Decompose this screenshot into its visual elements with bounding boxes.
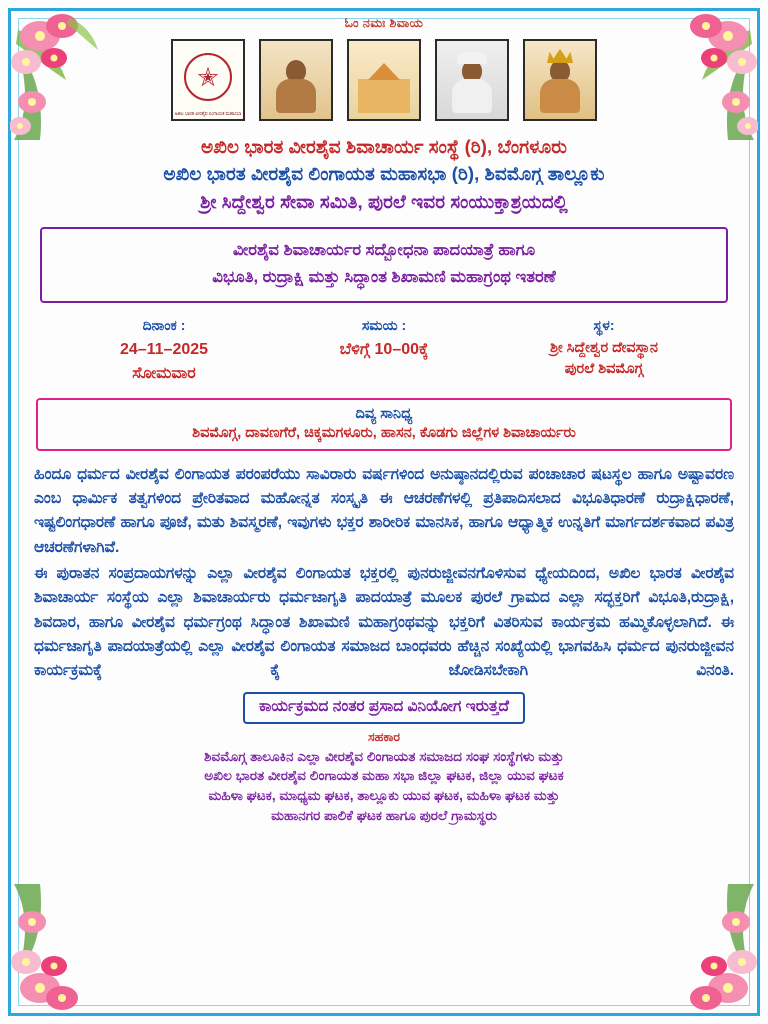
- support-line-2: ಅಖಿಲ ಭಾರತ ವೀರಶೈವ ಲಿಂಗಾಯತ ಮಹಾ ಸಭಾ ಜಿಲ್ಲಾ ಘಟಕ, ಜಿಲ್ಲಾ ಯುವ ಘಟಕ: [204, 768, 564, 784]
- body-text: [34, 463, 734, 684]
- place-column: [494, 317, 714, 382]
- saint-portrait-1: [259, 39, 333, 121]
- support-line-3: ಮಹಿಳಾ ಘಟಕ, ಮಾಧ್ಯಮ ಘಟಕ, ತಾಲ್ಲೂಕು ಯುವ ಘಟಕ, ಮಹಿಳಾ ಘಟಕ ಮತ್ತು: [208, 787, 560, 803]
- date-day: ಸೋಮವಾರ: [132, 364, 196, 382]
- leader-portrait: [435, 39, 509, 121]
- place-label: ಸ್ಥಳ:: [593, 316, 615, 333]
- support-line-4: ಮಹಾನಗರ ಪಾಲಿಕೆ ಘಟಕ ಹಾಗೂ ಪುರಲೆ ಗ್ರಾಮಸ್ಥರು: [271, 807, 497, 823]
- prasad-note-text: ಕಾರ್ಯಕ್ರಮದ ನಂತರ ಪ್ರಸಾದ ವಿನಿಯೋಗ ಇರುತ್ತದೆ: [258, 697, 510, 715]
- basavanna-figure-icon: [540, 49, 580, 113]
- temple-deity-portrait: [347, 39, 421, 121]
- place-value-2: ಪುರಲೆ ಶಿವಮೊಗ್ಗ: [564, 361, 644, 378]
- program-title-box: [40, 227, 728, 302]
- body-paragraph-2: ಈ ಪುರಾತನ ಸಂಪ್ರದಾಯಗಳನ್ನು ಎಲ್ಲಾ ವೀರಶೈವ ಲಿಂಗಾಯತ ಭಕ್ತರಲ್ಲಿ ಪುನರುಜ್ಜೀವನಗೊಳಿಸುವ ಧ್ಯೇಯದಿಂದ, ಅಖಿಲ ಭಾರತ ವೀರಶೈವ ಶಿವಾಚಾರ್ಯ ಸಂಸ್ಥೆಯ ಎಲ್ಲಾ ಶಿವಾಚಾರ್ಯರು ಧರ್ಮಜಾಗೃತಿ ಪಾದಯಾತ್ರೆ ಮೂಲಕ ಪುರಲೆ ಗ್ರಾಮದ ಎಲ್ಲಾ ಸದ್ಭಕ್ತರಿಗೆ ವಿಭೂತಿ,ರುದ್ರಾಕ್ಷಿ, ಶಿವದಾರ, ಹಾಗೂ ವೀರಶೈವ ಧರ್ಮಗ್ರಂಥ ಸಿದ್ಧಾಂತ ಶಿಖಾಮಣಿ ಮಹಾಗ್ರಂಥವನ್ನು ಭಕ್ತರಿಗೆ ವಿತರಿಸುವ ಕಾರ್ಯಕ್ರಮ ಹಮ್ಮಿಕೊಳ್ಳಲಾಗಿದೆ. ಈ ಧರ್ಮಜಾಗೃತಿ ಪಾದಯಾತ್ರೆಯಲ್ಲಿ ಎಲ್ಲಾ ವೀರಶೈವ ಲಿಂಗಾಯತ ಸಮಾಜದ ಬಾಂಧವರು ಹೆಚ್ಚಿನ ಸಂಖ್ಯೆಯಲ್ಲಿ ಭಾಗವಹಿಸಿ ಧರ್ಮದ ಪುನರುಜ್ಜೀವನ ಕಾರ್ಯಕ್ರಮಕ್ಕೆ ಕೈ ಜೋಡಿಸಬೇಕಾಗಿ ವಿನಂತಿ.: [34, 564, 734, 680]
- emblem-caption: ಅಖಿಲ ಭಾರತ ವೀರಶೈವ ಲಿಂಗಾಯತ ಮಹಾಸಭಾ: [174, 111, 242, 117]
- star-emblem-icon: ✭: [184, 53, 232, 101]
- date-value: 24–11–2025: [119, 340, 209, 358]
- date-column: [54, 317, 274, 386]
- support-title: ಸಹಕಾರ: [368, 729, 400, 744]
- divine-presence-title: ದಿವ್ಯ ಸಾನಿಧ್ಯ: [355, 405, 413, 422]
- organisation-line-3: ಶ್ರೀ ಸಿದ್ದೇಶ್ವರ ಸೇವಾ ಸಮಿತಿ, ಪುರಲೆ ಇವರ ಸಂಯುಕ್ತಾಶ್ರಯದಲ್ಲಿ: [200, 190, 568, 212]
- om-invocation: ಓಂ ನಮಃ ಶಿವಾಯ: [344, 16, 424, 30]
- poster-content: [28, 14, 740, 1010]
- temple-icon: [358, 79, 410, 113]
- time-column: [274, 317, 494, 362]
- body-paragraph-1: ಹಿಂದೂ ಧರ್ಮದ ವೀರಶೈವ ಲಿಂಗಾಯತ ಪರಂಪರೆಯು ಸಾವಿರಾರು ವರ್ಷಗಳಿಂದ ಅನುಷ್ಠಾನದಲ್ಲಿರುವ ಪಂಚಾಚಾರ ಷಟಸ್ಥಲ ಹಾಗೂ ಅಷ್ಟಾವರಣ ಎಂಬ ಧಾರ್ಮಿಕ ತತ್ವಗಳಿಂದ ಪ್ರೇರಿತವಾದ ಮಹೋನ್ನತ ಸಂಸ್ಕೃತಿ ಈ ಆಚರಣೆಗಳಲ್ಲಿ ಪ್ರತಿಪಾದಿಸಲಾದ ವಿಭೂತಿಧಾರಣೆ ರುದ್ರಾಕ್ಷಿಧಾರಣೆ, ಇಷ್ಟಲಿಂಗಧಾರಣೆ ಹಾಗೂ ಪೂಜೆ, ಮತು ಶಿವಸ್ಮರಣೆ, ಇವುಗಳು ಭಕ್ತರ ಶಾರೀರಿಕ ಮಾನಸಿಕ, ಹಾಗೂ ಆಧ್ಯಾತ್ಮಿಕ ಉನ್ನತಿಗೆ ಮಾರ್ಗದರ್ಶಕವಾದ ಪವಿತ್ರ ಆಚರಣೆಗಳಾಗಿವೆ.: [34, 465, 734, 556]
- basavanna-portrait: [523, 39, 597, 121]
- prasad-note-box: [243, 692, 525, 724]
- divine-presence-box: [36, 398, 732, 451]
- event-details-row: [54, 317, 714, 386]
- emblem-seal-portrait: [171, 39, 245, 121]
- support-block: [28, 747, 740, 826]
- time-value: ಬೆಳಿಗ್ಗೆ 10–00ಕ್ಕೆ: [339, 340, 429, 358]
- place-value: ಶ್ರೀ ಸಿದ್ದೇಶ್ವರ ದೇವಸ್ಥಾನ: [550, 339, 658, 356]
- organisation-block: [28, 133, 740, 215]
- saint-figure-icon: [276, 60, 316, 113]
- divine-presence-text: ಶಿವಮೊಗ್ಗ, ದಾವಣಗೆರೆ, ಚಿಕ್ಕಮಗಳೂರು, ಹಾಸನ, ಕೊಡಗು ಜಿಲ್ಲೆಗಳ ಶಿವಾಚಾರ್ಯರು: [192, 424, 576, 441]
- organisation-line-1: ಅಖಿಲ ಭಾರತ ವೀರಶೈವ ಶಿವಾಚಾರ್ಯ ಸಂಸ್ಥೆ (ರಿ), ಬೆಂಗಳೂರು: [200, 136, 568, 157]
- program-title-line-1: ವೀರಶೈವ ಶಿವಾಚಾರ್ಯರ ಸದ್ಬೋಧನಾ ಪಾದಯಾತ್ರೆ ಹಾಗೂ: [232, 241, 536, 260]
- time-label: ಸಮಯ :: [361, 316, 407, 333]
- program-title-line-2: ವಿಭೂತಿ, ರುದ್ರಾಕ್ಷಿ ಮತ್ತು ಸಿದ್ಧಾಂತ ಶಿಖಾಮಣಿ ಮಹಾಗ್ರಂಥ ಇತರಣೆ: [212, 267, 556, 286]
- portrait-row: [28, 39, 740, 121]
- leader-figure-icon: [452, 52, 492, 113]
- organisation-line-2: ಅಖಿಲ ಭಾರತ ವೀರಶೈವ ಲಿಂಗಾಯತ ಮಹಾಸಭಾ (ರಿ), ಶಿವಮೊಗ್ಗ ತಾಲ್ಲೂಕು: [163, 163, 605, 185]
- support-line-1: ಶಿವಮೊಗ್ಗ ತಾಲೂಕಿನ ಎಲ್ಲಾ ವೀರಶೈವ ಲಿಂಗಾಯತ ಸಮಾಜದ ಸಂಘ ಸಂಸ್ಥೆಗಳು ಮತ್ತು: [204, 748, 564, 764]
- date-label: ದಿನಾಂಕ :: [142, 316, 186, 333]
